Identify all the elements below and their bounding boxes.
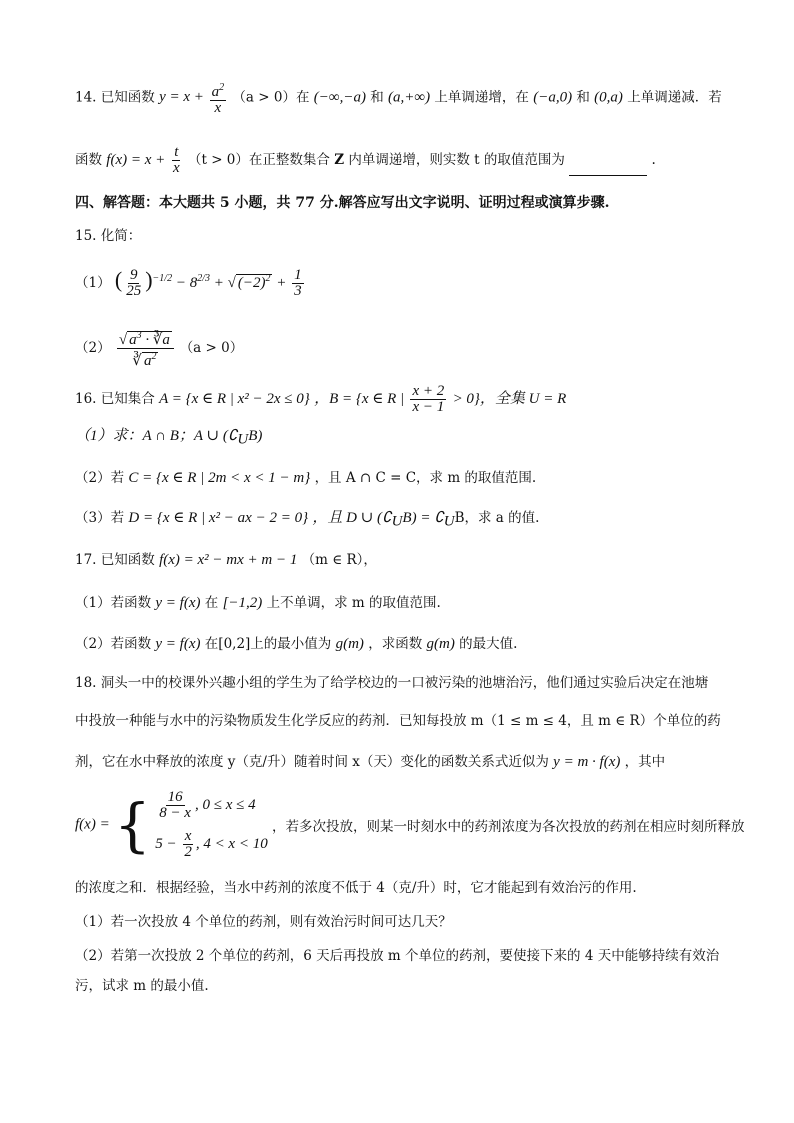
q18-part2a: （2）若第一次投放 2 个单位的药剂，6 天后再投放 m 个单位的药剂，要使接下来的 4 天中能够持续有效治 xyxy=(75,948,720,964)
q16-setB-post: > 0}，全集 U = R xyxy=(452,391,567,407)
q18-cases xyxy=(155,790,268,860)
q17-p1-pre: （1）若函数 xyxy=(75,595,152,611)
q15-p1-label: （1） xyxy=(75,274,111,291)
q14-interval4: (0,a) xyxy=(594,89,623,106)
q14-integer-set: Z xyxy=(334,151,345,168)
q18-case2 xyxy=(155,829,268,860)
q17-p2-mid2: ，求函数 xyxy=(368,636,423,652)
q18-case2-cond: , 4 < x < 10 xyxy=(195,835,268,852)
q14-line1 xyxy=(75,80,722,116)
q17-part2 xyxy=(75,634,517,654)
q16-p2-post: ，且 A ∩ C = C，求 m 的取值范围. xyxy=(314,470,537,486)
q14-decreasing-text: 上单调递减．若 xyxy=(627,89,722,106)
q17-p1-fn: y = f(x) xyxy=(155,595,201,611)
q18-l3-pre: 剂，它在水中释放的浓度 y（克/升）随着时间 x（天）变化的函数关系式近似为 xyxy=(75,754,549,770)
q14-interval3: (−a,0) xyxy=(533,89,573,106)
q18-case2-num: x xyxy=(184,828,192,844)
q16-p3-pre: （3）若 xyxy=(75,510,125,526)
q14-line2 xyxy=(75,145,656,176)
q17-p2-mid: 在[0,2]上的最小值为 xyxy=(204,636,332,652)
q17-p2-post: 的最大值. xyxy=(459,636,518,652)
q18-case1-den: 8 − x xyxy=(159,805,191,821)
q16-p3-sub1: U xyxy=(391,513,403,530)
q18-line1: 18. 洞头一中的校课外兴趣小组的学生为了给学校边的一口被污染的池塘治污，他们通过实验后决定在池塘 xyxy=(75,675,709,691)
q16-title-text: 16. 已知集合 xyxy=(75,391,155,407)
q14-and2: 和 xyxy=(576,89,590,106)
q14-end: . xyxy=(651,151,656,168)
q18-brace: { xyxy=(113,791,151,859)
q16-p3-post: B，求 a 的值. xyxy=(454,510,540,526)
q14-and1: 和 xyxy=(370,89,384,106)
q14-interval1: (−∞,−a) xyxy=(313,89,366,106)
q18-line4: ，若多次投放，则某一时刻水中的药剂浓度为各次投放的药剂在相应时刻所释放 xyxy=(272,819,745,835)
q14-function2: f(x) = x + $\frac{t}{x}$ xyxy=(106,144,180,176)
q16-setB-pre: ，B = {x ∈ R | xyxy=(314,391,405,407)
q16-title: 16. 已知集合 A = {x ∈ R | x² − 2x ≤ 0} ，B = {x ∈ R | $\frac{x + 2}{x - 1}$ > 0}，全集 U = R xyxy=(75,383,567,415)
q14-increasing-text: 上单调递增，在 xyxy=(434,89,529,106)
q16-p1: （1）求：A ∩ B；A ∪ (∁ xyxy=(75,428,238,444)
q14-function: y = x + $\frac{a^2}{x}$ xyxy=(159,82,225,116)
q15-p2-label: （2） xyxy=(75,339,111,356)
q16-p3-mid: ，且 D ∪ (∁ xyxy=(312,510,392,526)
q18-part2b: 污，试求 m 的最小值. xyxy=(75,978,209,994)
q17-func: f(x) = x² − mx + m − 1 xyxy=(159,552,298,568)
answer-blank[interactable] xyxy=(569,161,647,176)
q16-p3-set: D = {x ∈ R | x² − ax − 2 = 0} xyxy=(128,510,309,526)
q15-part2 xyxy=(75,328,243,369)
q18-case2-den: 2 xyxy=(184,844,192,860)
q15-p1-expr: ( $\frac{9}{25}$ )$^{-1/2} - 8^{2/3}$ + √ $(-2)^2$ + $\frac{1}{3}$ xyxy=(114,266,302,299)
q16-p1-sub: U xyxy=(237,431,249,448)
q14-condition: （a > 0）在 xyxy=(232,89,310,106)
q17-title-pre: 17. 已知函数 xyxy=(75,552,155,568)
section4-heading: 四、解答题：本大题共 5 小题，共 77 分.解答应写出文字说明、证明过程或演算步骤. xyxy=(75,195,610,211)
q16-part3 xyxy=(75,508,539,532)
q18-l3-post: ，其中 xyxy=(624,754,666,770)
q18-piecewise xyxy=(75,790,745,860)
q14-number: 14. 已知函数 xyxy=(75,89,155,106)
q18-line3 xyxy=(75,752,665,772)
q18-case2-pre: 5 − xyxy=(155,835,177,852)
q16-p2-set: C = {x ∈ R | 2m < x < 1 − m} xyxy=(128,470,311,486)
q17-part1 xyxy=(75,593,441,613)
q18-case1-cond: , 0 ≤ x ≤ 4 xyxy=(194,796,256,813)
q18-line2: 中投放一种能与水中的污染物质发生化学反应的药剂．已知每投放 m（1 ≤ m ≤ 4，且 m ∈ R）个单位的药 xyxy=(75,713,721,729)
q16-p3-sub2: U xyxy=(443,513,455,530)
q15-title: 15. 化简： xyxy=(75,228,142,244)
q18-f-lhs: f(x) = xyxy=(75,816,110,833)
q16-p2-pre: （2）若 xyxy=(75,470,125,486)
q17-p1-int: [−1,2) xyxy=(222,595,263,611)
q16-p1-end: B) xyxy=(248,428,263,444)
q16-part2 xyxy=(75,468,536,488)
q15-p2-expr: $\frac{√ a^3 \cdot ∛a}{∛ a^2}$ xyxy=(115,340,180,356)
q16-p3-mid2: B) = ∁ xyxy=(402,510,444,526)
q14-tail: 内单调递增，则实数 t 的取值范围为 xyxy=(348,151,565,168)
q18-case1-num: 16 xyxy=(167,789,183,805)
q16-setA: A = {x ∈ R | x² − 2x ≤ 0} xyxy=(159,391,310,407)
q18-case1 xyxy=(155,790,268,821)
q16-part1 xyxy=(75,426,262,450)
q18-line5: 的浓度之和．根据经验，当水中药剂的浓度不低于 4（克/升）时，它才能起到有效治污的作用. xyxy=(75,880,637,896)
q15-condition: （a > 0） xyxy=(179,339,244,356)
q17-title xyxy=(75,550,377,570)
q15-part1 xyxy=(75,268,306,299)
q17-p1-mid: 在 xyxy=(204,595,219,611)
q14-t-condition: （t > 0）在正整数集合 xyxy=(187,151,330,168)
q17-p2-g: g(m) xyxy=(335,636,364,652)
q17-p2-fn: y = f(x) xyxy=(155,636,201,652)
q14-fn-prefix: 函数 xyxy=(75,151,102,168)
q17-p2-pre: （2）若函数 xyxy=(75,636,152,652)
q14-interval2: (a,+∞) xyxy=(388,89,431,106)
q18-part1: （1）若一次投放 4 个单位的药剂，则有效治污时间可达几天？ xyxy=(75,914,452,930)
q18-l3-fn: y = m · f(x) xyxy=(553,754,621,770)
q17-title-post: （m ∈ R）， xyxy=(301,552,377,568)
q17-p1-post: 上不单调，求 m 的取值范围. xyxy=(266,595,441,611)
q17-p2-g2: g(m) xyxy=(426,636,455,652)
